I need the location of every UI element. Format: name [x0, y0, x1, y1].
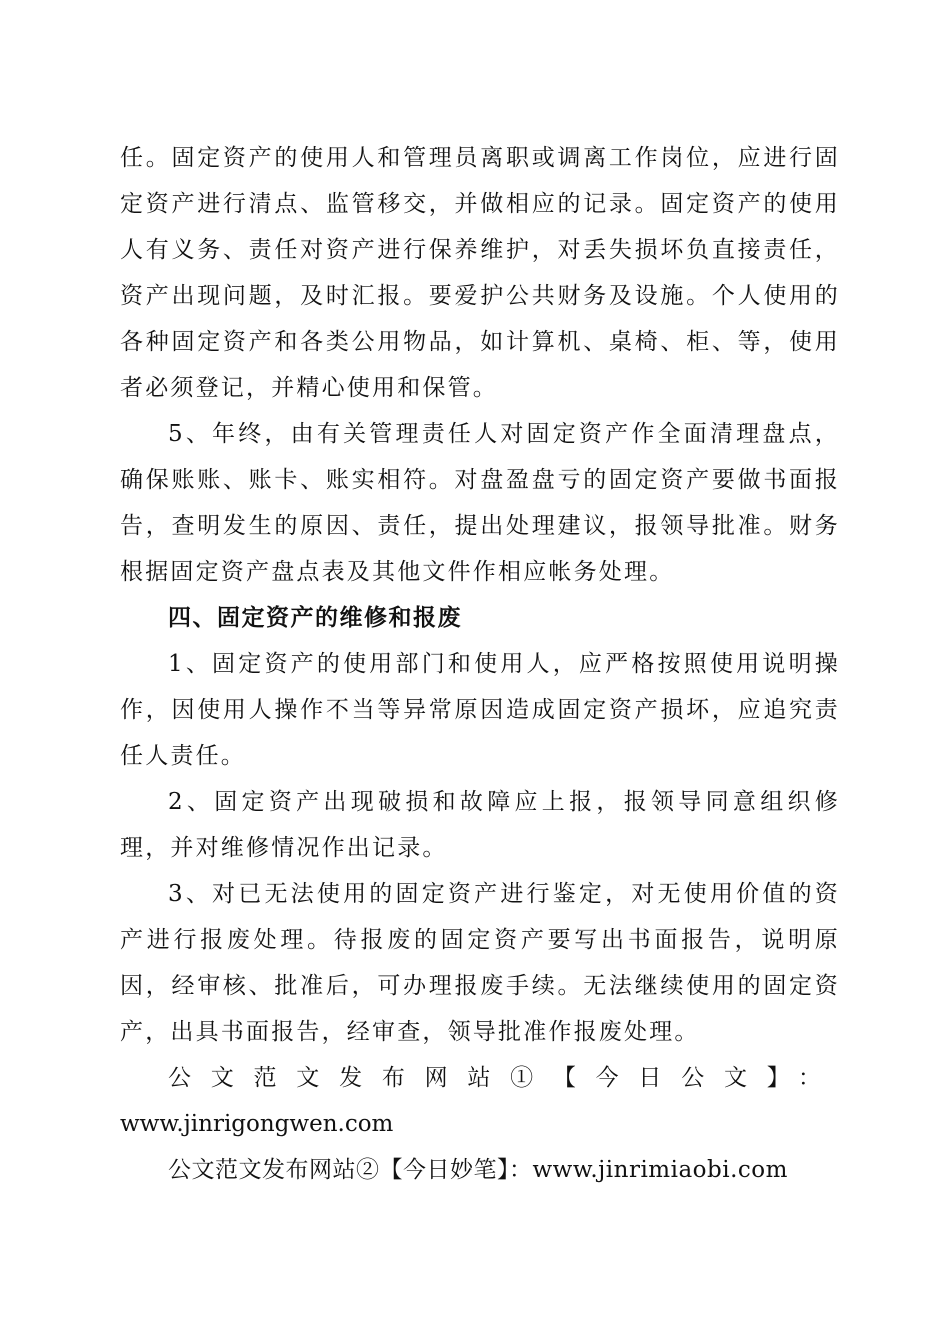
footer-site-1-label: 公文范文发布网站①【今日公文】：: [168, 1065, 840, 1091]
paragraph-asset-custody: 任。固定资产的使用人和管理员离职或调离工作岗位，应进行固定资产进行清点、监管移交，并做相应的记录。固定资产的使用人有义务、责任对资产进行保养维护，对丢失损坏负直接责任，资产出现问题，及时汇报。要爱护公共财务及设施。个人使用的各种固定资产和各类公用物品，如计算机、桌椅、柜、等，使用者必须登记，并精心使用和保管。: [120, 145, 840, 401]
paragraph-year-end-inventory: 5、年终，由有关管理责任人对固定资产作全面清理盘点，确保账账、账卡、账实相符。对盘盈盘亏的固定资产要做书面报告，查明发生的原因、责任，提出处理建议，报领导批准。财务根据固定资产盘点表及其他文件作相应帐务处理。: [120, 421, 840, 585]
footer-site-1: [120, 1055, 840, 1147]
paragraph-damage-repair: 2、固定资产出现破损和故障应上报，报领导同意组织修理，并对维修情况作出记录。: [120, 789, 840, 861]
footer-site-1-url[interactable]: www.jinrigongwen.com: [120, 1111, 394, 1137]
paragraph-usage-responsibility: 1、固定资产的使用部门和使用人，应严格按照使用说明操作，因使用人操作不当等异常原因造成固定资产损坏，应追究责任人责任。: [120, 651, 840, 769]
paragraph-scrap-disposal: 3、对已无法使用的固定资产进行鉴定，对无使用价值的资产进行报废处理。待报废的固定资产要写出书面报告，说明原因，经审核、批准后，可办理报废手续。无法继续使用的固定资产，出具书面报告，经审查，领导批准作报废处理。: [120, 881, 840, 1045]
section-heading-maintenance-disposal: 四、固定资产的维修和报废: [168, 605, 462, 631]
document-page: [120, 135, 840, 1193]
footer-site-2: 公文范文发布网站②【今日妙笔】：www.jinrimiaobi.com: [168, 1157, 788, 1183]
